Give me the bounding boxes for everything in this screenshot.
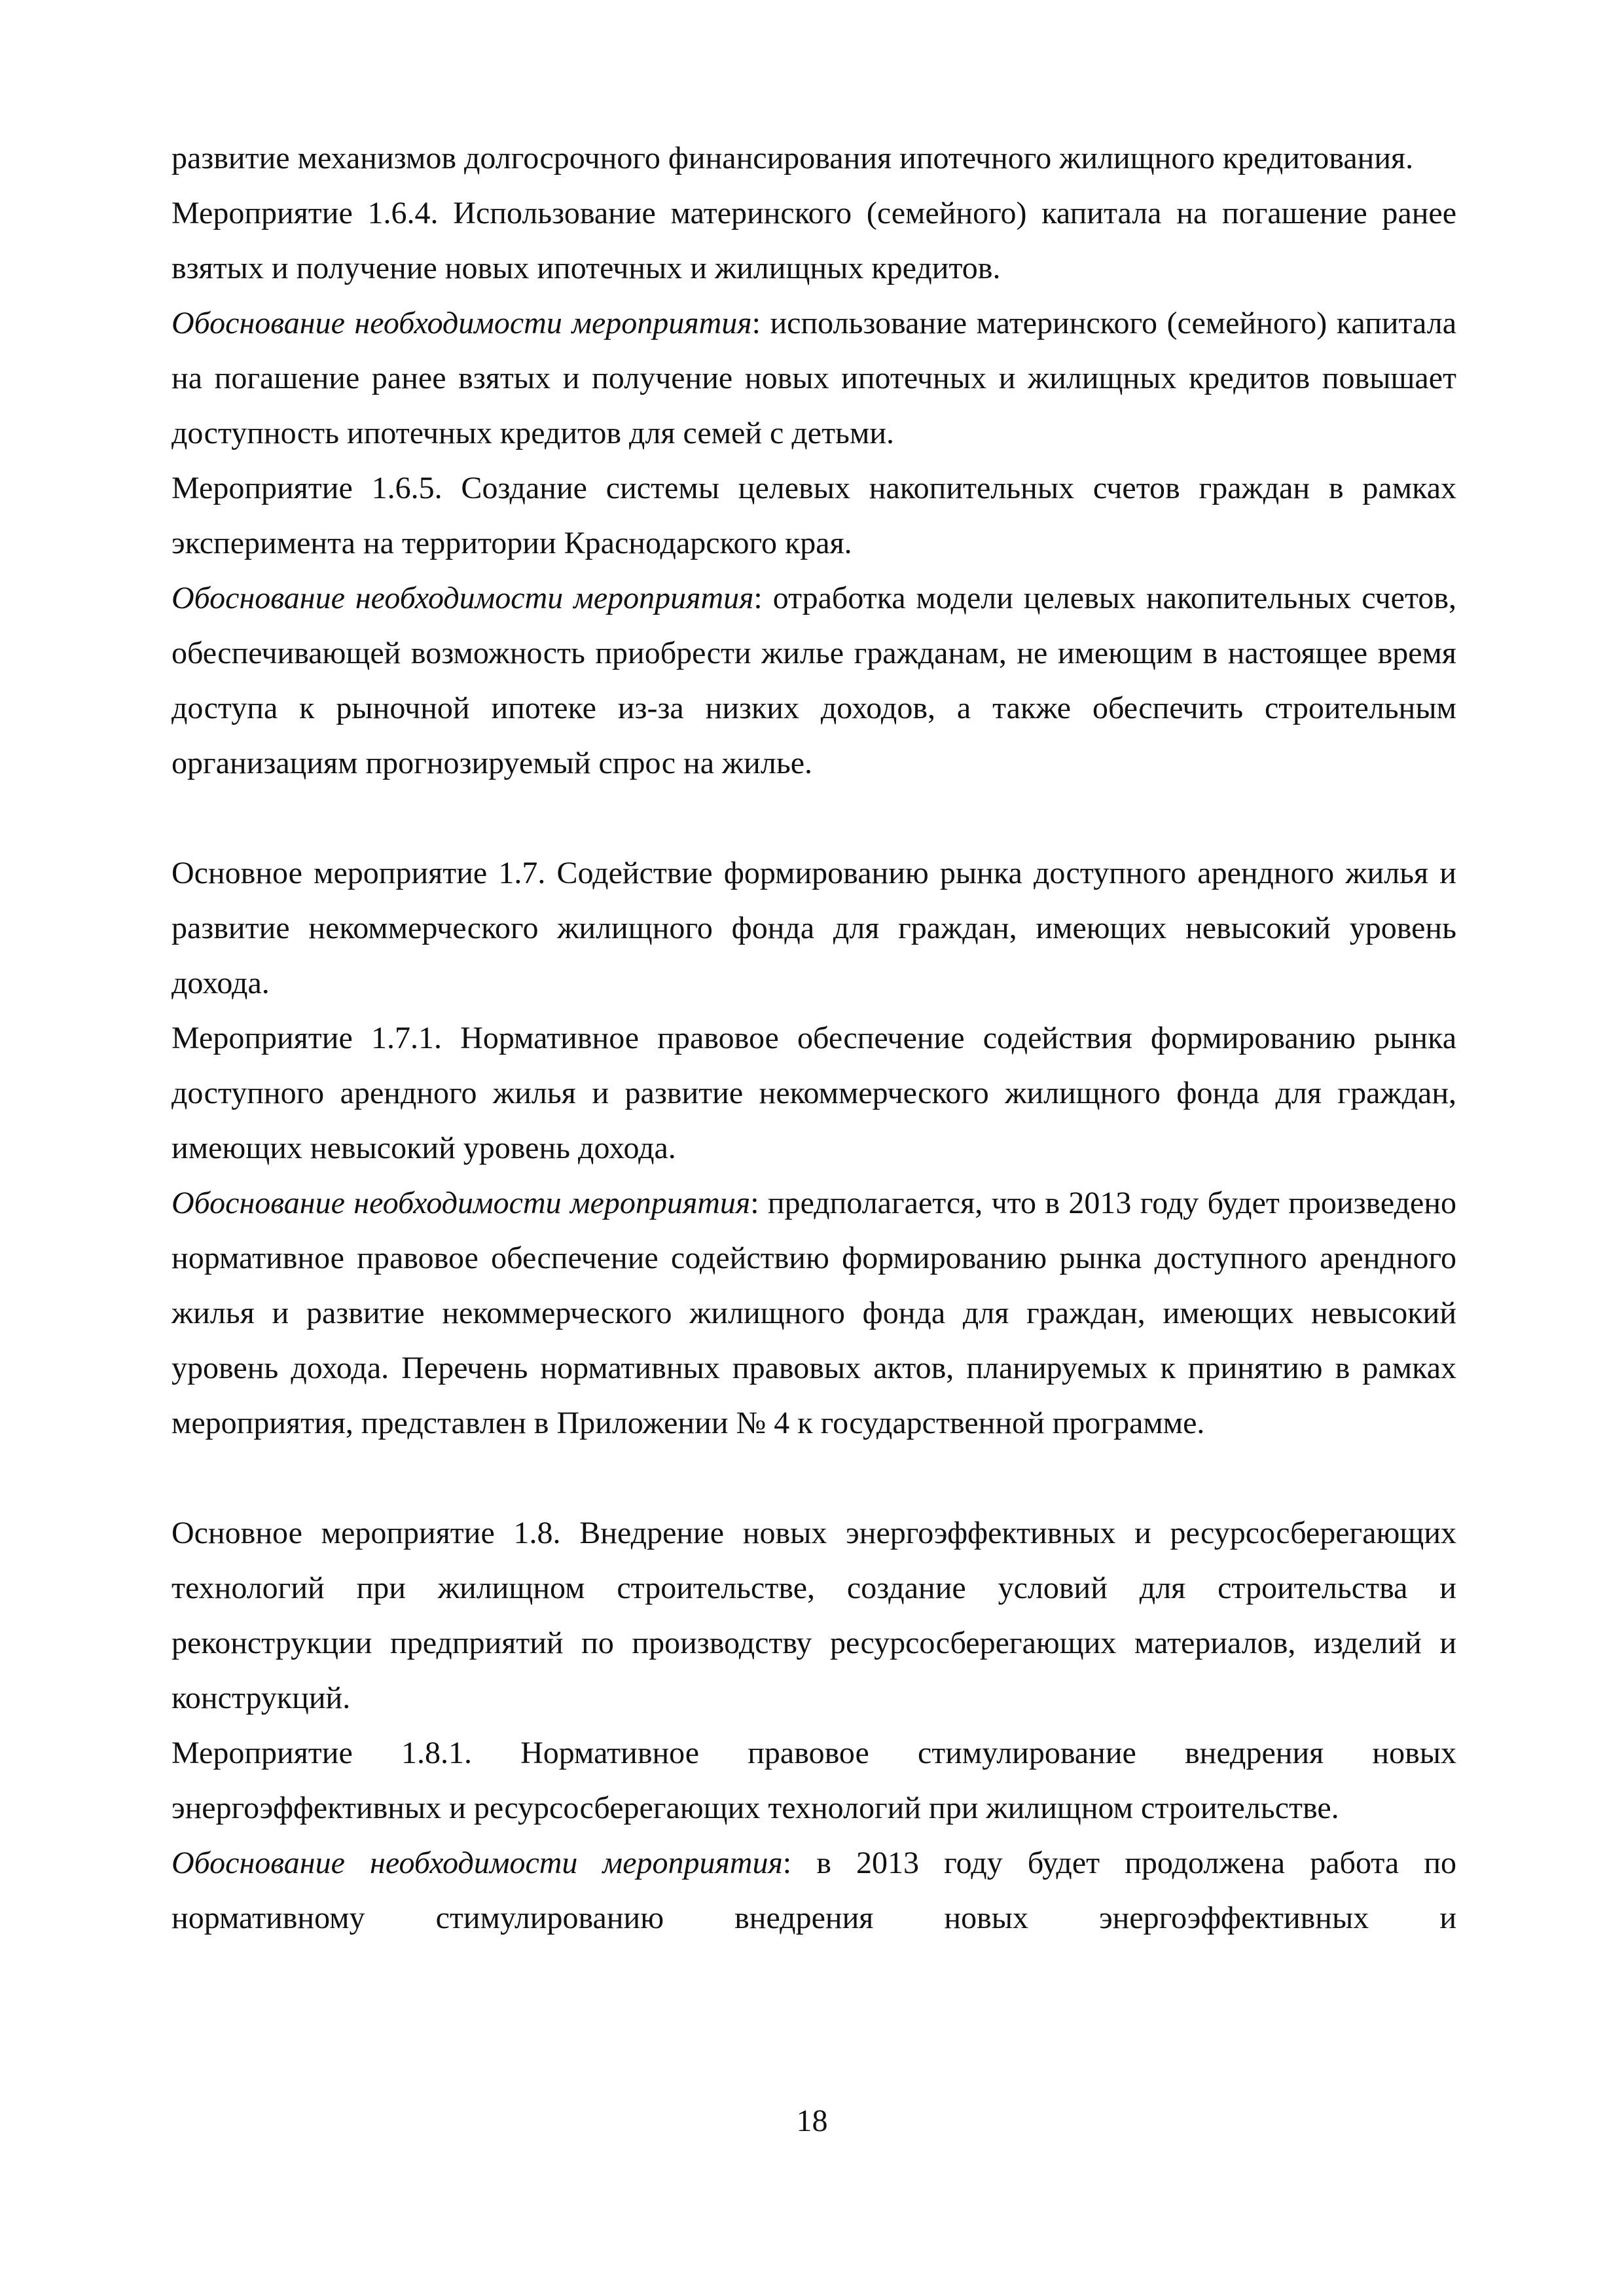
paragraph-text: : отработка модели целевых накопительных счетов, обеспечивающей возможность приобрести жилье гражданам, не имеющим в настоящее время доступа к рыночной ипотеке из-за низких доходов, а также обеспечить строительным организациям прогнозируемый спрос на жилье.: [171, 581, 1456, 780]
paragraph-text: развитие механизмов долгосрочного финансирования ипотечного жилищного кредитования.: [171, 141, 1414, 175]
paragraph-measure-1-6-4: [171, 186, 1456, 296]
paragraph-text: : в 2013 году будет продолжена работа по нормативному стимулированию внедрения новых энергоэффективных и: [171, 1846, 1457, 1935]
paragraph-mortgage-financing: [171, 131, 1456, 186]
paragraph-justification-1-6-5: [171, 571, 1456, 791]
justification-lead: Обоснование необходимости мероприятия: [171, 581, 754, 615]
paragraph-measure-1-8-1: [171, 1726, 1456, 1836]
paragraph-text: Мероприятие 1.6.5. Создание системы целевых накопительных счетов граждан в рамках эксперимента на территории Краснодарского края.: [171, 471, 1456, 560]
paragraph-text: : использование материнского (семейного) капитала на погашение ранее взятых и получение новых ипотечных и жилищных кредитов повышает доступность ипотечных кредитов для семей с детьми.: [171, 306, 1457, 450]
justification-lead: Обоснование необходимости мероприятия: [171, 1186, 751, 1220]
paragraph-text: Мероприятие 1.8.1. Нормативное правовое стимулирование внедрения новых энергоэффективных и ресурсосберегающих технологий при жилищном строительстве.: [171, 1736, 1456, 1825]
justification-lead: Обоснование необходимости мероприятия: [171, 306, 752, 340]
justification-lead: Обоснование необходимости мероприятия: [171, 1846, 783, 1880]
document-body: [171, 131, 1456, 1946]
paragraph-justification-1-7-1: [171, 1176, 1456, 1451]
paragraph-measure-1-7-1: [171, 1011, 1456, 1176]
paragraph-text: Мероприятие 1.6.4. Использование материнского (семейного) капитала на погашение ранее взятых и получение новых ипотечных и жилищных кредитов.: [171, 196, 1456, 285]
paragraph-justification-1-8-1: [171, 1836, 1456, 1946]
page-number: 18: [796, 2104, 828, 2138]
paragraph-measure-1-6-5: [171, 461, 1456, 571]
paragraph-text: Основное мероприятие 1.8. Внедрение новых энергоэффективных и ресурсосберегающих технологий при жилищном строительстве, создание условий для строительства и реконструкции предприятий по производству ресурсосберегающих материалов, изделий и конструкций.: [171, 1516, 1456, 1715]
paragraph-main-measure-1-8: [171, 1506, 1456, 1726]
paragraph-main-measure-1-7: [171, 846, 1456, 1011]
paragraph-text: Основное мероприятие 1.7. Содействие формированию рынка доступного арендного жилья и развитие некоммерческого жилищного фонда для граждан, имеющих невысокий уровень дохода.: [171, 856, 1456, 1000]
paragraph-text: Мероприятие 1.7.1. Нормативное правовое обеспечение содействия формированию рынка доступного арендного жилья и развитие некоммерческого жилищного фонда для граждан, имеющих невысокий уровень дохода.: [171, 1021, 1456, 1165]
paragraph-justification-1-6-4: [171, 296, 1456, 461]
paragraph-text: : предполагается, что в 2013 году будет произведено нормативное правовое обеспечение содействию формированию рынка доступного арендного жилья и развитие некоммерческого жилищного фонда для граждан, имеющих невысокий уровень дохода. Перечень нормативных правовых актов, планируемых к принятию в рамках мероприятия, представлен в Приложении № 4 к государственной программе.: [171, 1186, 1457, 1440]
